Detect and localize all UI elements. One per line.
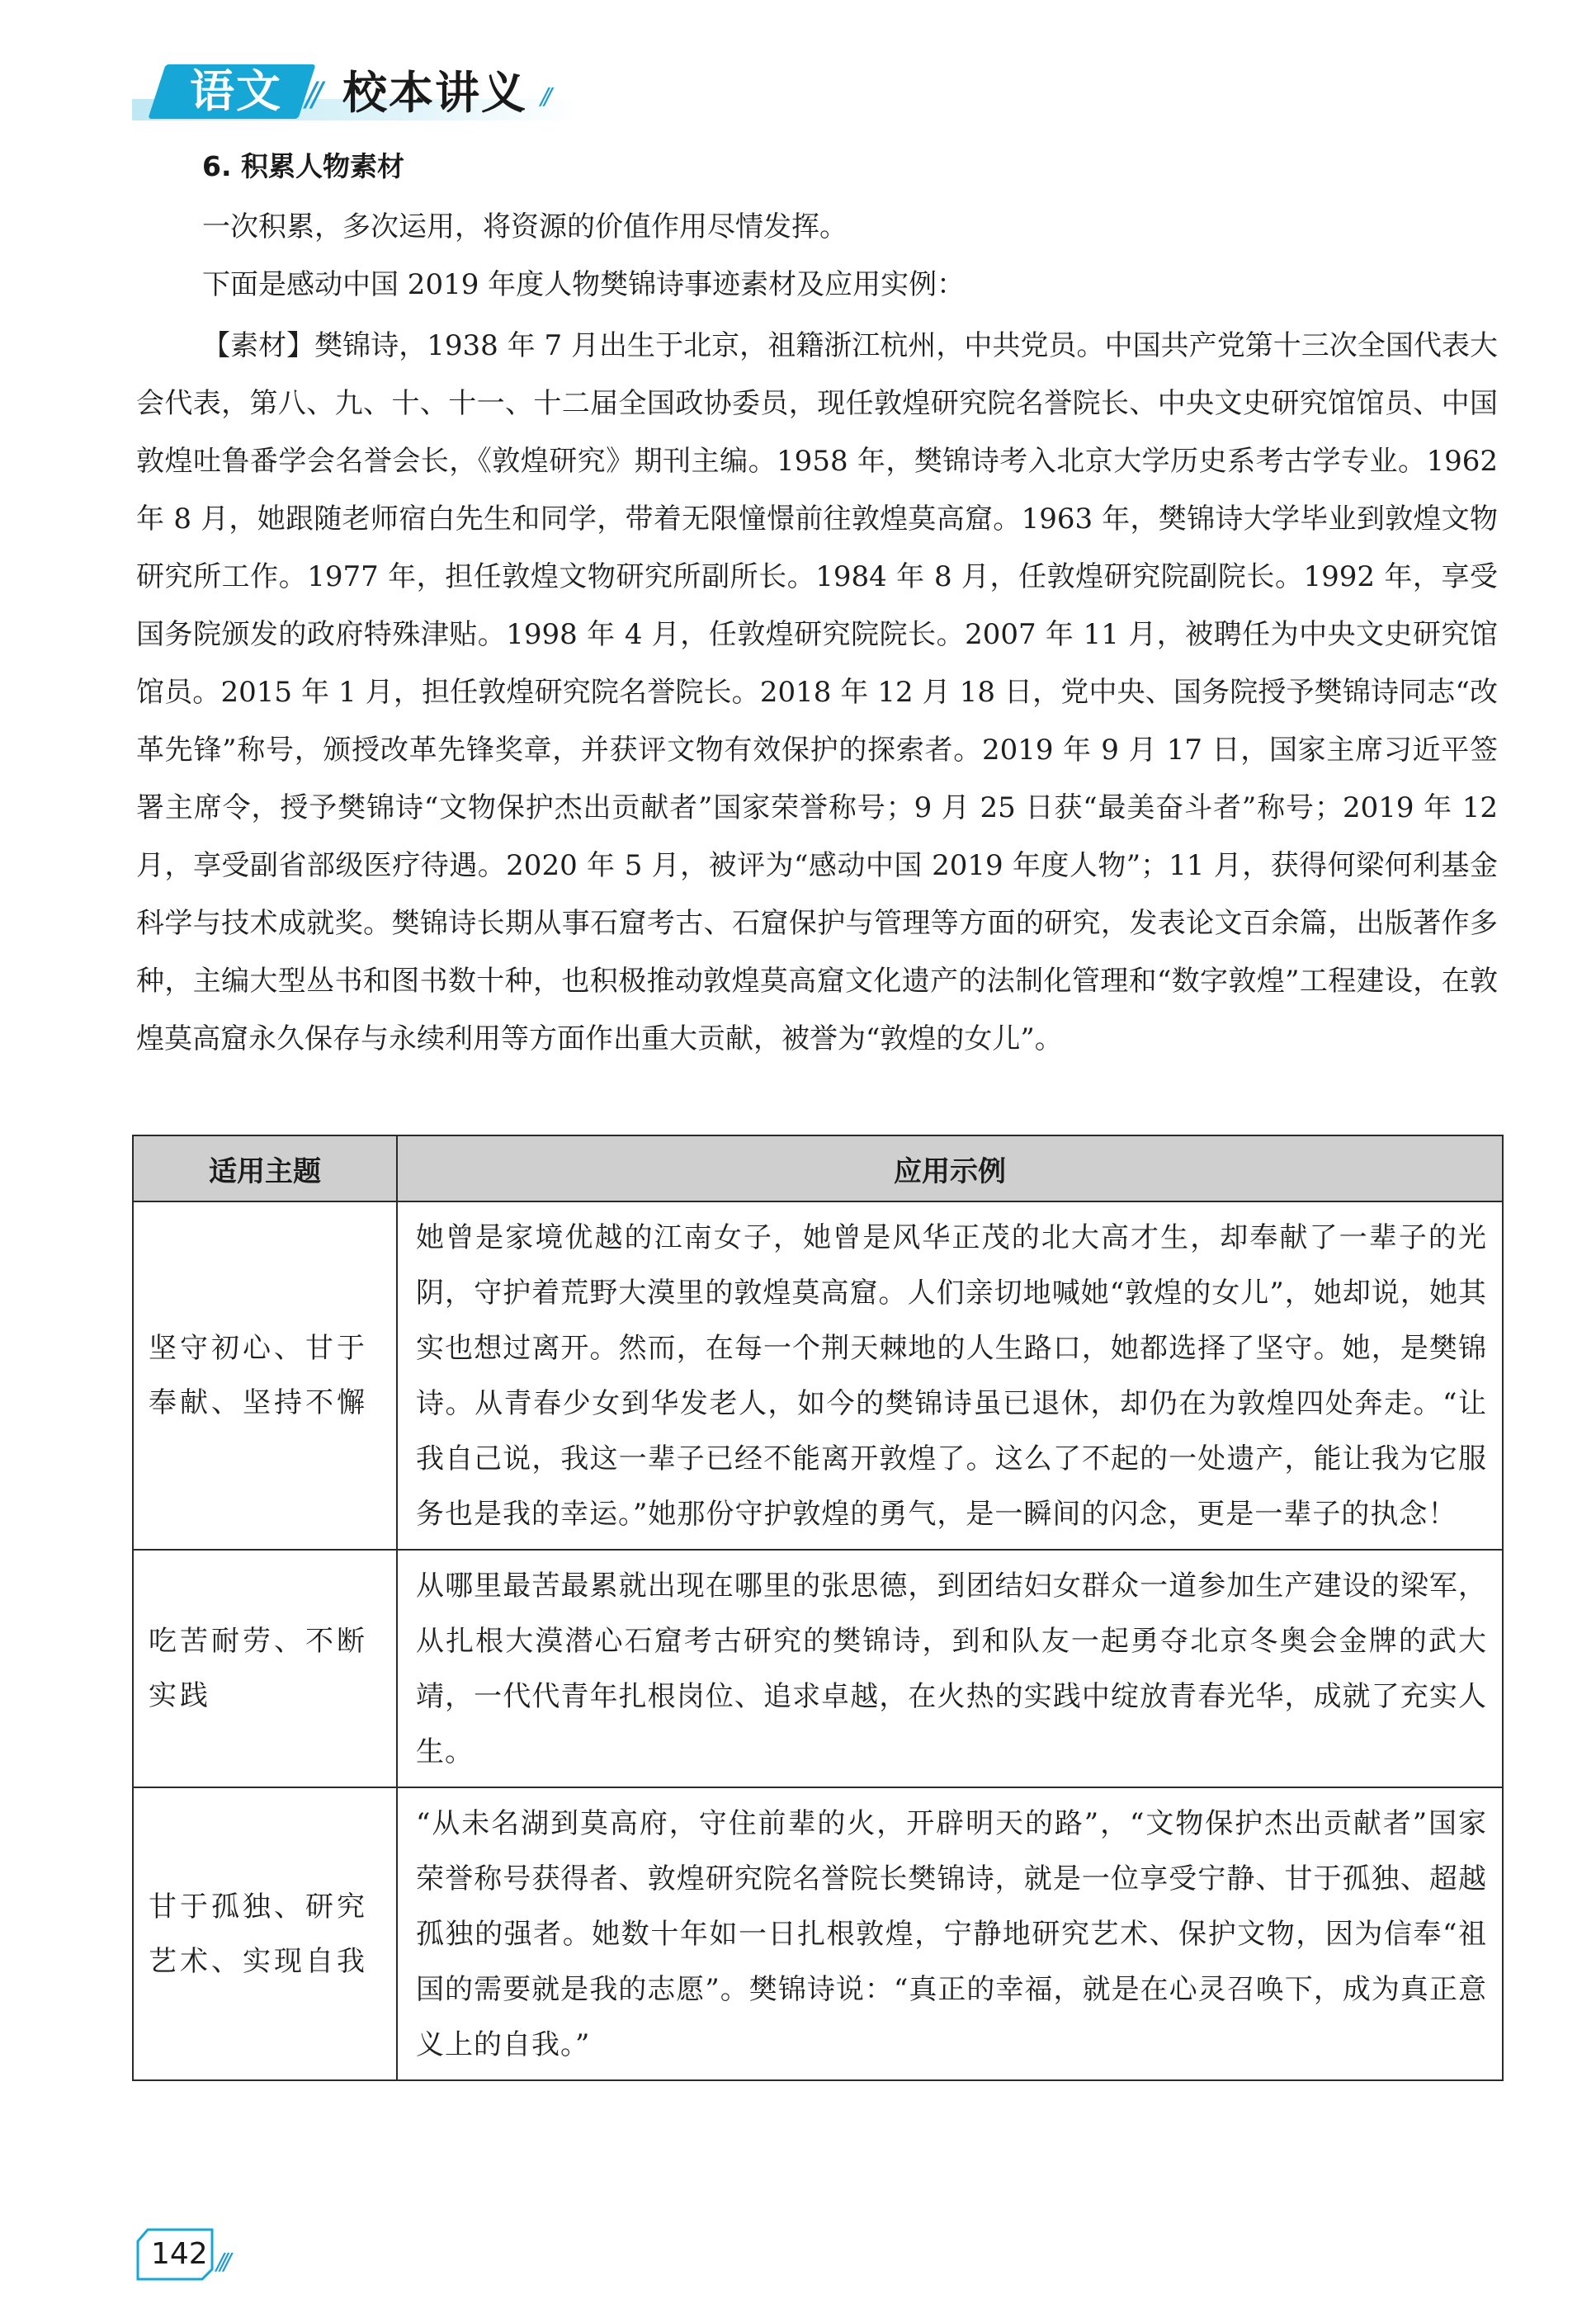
header-slash-decoration-2: // bbox=[541, 83, 548, 110]
example-cell: 从哪里最苦最累就出现在哪里的张思德，到团结妇女群众一道参加生产建设的梁军，从扎根大漠潜心石窟考古研究的樊锦诗，到和队友一起勇夺北京冬奥会金牌的武大靖，一代代青年扎根岗位、追求卓越，在火热的实践中绽放青春光华，成就了充实人生。 bbox=[397, 1550, 1503, 1787]
example-cell: 她曾是家境优越的江南女子，她曾是风华正茂的北大高才生，却奉献了一辈子的光阴，守护着荒野大漠里的敦煌莫高窟。人们亲切地喊她“敦煌的女儿”，她却说，她其实也想过离开。然而，在每一个荆天棘地的人生路口，她都选择了坚守。她，是樊锦诗。从青春少女到华发老人，如今的樊锦诗虽已退休，却仍在为敦煌四处奔走。“让我自己说，我这一辈子已经不能离开敦煌了。这么了不起的一处遗产，能让我为它服务也是我的幸运。”她那份守护敦煌的勇气，是一瞬间的闪念，更是一辈子的执念！ bbox=[397, 1201, 1503, 1550]
page-number-badge bbox=[136, 2228, 219, 2281]
topic-cell: 坚守初心、甘于奉献、坚持不懈 bbox=[133, 1201, 397, 1550]
intro-paragraph: 一次积累，多次运用，将资源的价值作用尽情发挥。 bbox=[202, 210, 848, 243]
main-content bbox=[136, 142, 1498, 1068]
section-title: 6. 积累人物素材 bbox=[202, 150, 404, 182]
lead-paragraph: 下面是感动中国 2019 年度人物樊锦诗事迹素材及应用实例： bbox=[202, 268, 966, 301]
material-tag: 【素材】 bbox=[202, 329, 315, 362]
example-cell: “从未名湖到莫高府，守住前辈的火，开辟明天的路”，“文物保护杰出贡献者”国家荣誉称号获得者、敦煌研究院名誉院长樊锦诗，就是一位享受宁静、甘于孤独、超越孤独的强者。她数十年如一日扎根敦煌，宁静地研究艺术、保护文物，因为信奉“祖国的需要就是我的志愿”。樊锦诗说：“真正的幸福，就是在心灵召唤下，成为真正意义上的自我。” bbox=[397, 1787, 1503, 2080]
subject-label: 语文 bbox=[190, 65, 282, 117]
application-table bbox=[132, 1135, 1504, 2081]
footer-slash-decoration: /// bbox=[216, 2248, 228, 2275]
header-example: 应用示例 bbox=[397, 1135, 1503, 1201]
material-text: 樊锦诗，1938 年 7 月出生于北京，祖籍浙江杭州，中共党员。中国共产党第十三次全国代表大会代表，第八、九、十、十一、十二届全国政协委员，现任敦煌研究院名誉院长、中央文史研究馆馆员、中国敦煌吐鲁番学会名誉会长，《敦煌研究》期刊主编。1958 年，樊锦诗考入北京大学历史系考古学专业。1962 年 8 月，她跟随老师宿白先生和同学，带着无限憧憬前往敦煌莫高窟。1963 年，樊锦诗大学毕业到敦煌文物研究所工作。1977 年，担任敦煌文物研究所副所长。1984 年 8 月，任敦煌研究院副院长。1992 年，享受国务院颁发的政府特殊津贴。1998 年 4 月，任敦煌研究院院长。2007 年 11 月，被聘任为中央文史研究馆馆员。2015 年 1 月，担任敦煌研究院名誉院长。2018 年 12 月 18 日，党中央、国务院授予樊锦诗同志“改革先锋”称号，颁授改革先锋奖章，并获评文物有效保护的探索者。2019 年 9 月 17 日，国家主席习近平签署主席令，授予樊锦诗“文物保护杰出贡献者”国家荣誉称号；9 月 25 日获“最美奋斗者”称号；2019 年 12 月，享受副省部级医疗待遇。2020 年 5 月，被评为“感动中国 2019 年度人物”；11 月，获得何梁何利基金科学与技术成就奖。樊锦诗长期从事石窟考古、石窟保护与管理等方面的研究，发表论文百余篇，出版著作多种，主编大型丛书和图书数十种，也积极推动敦煌莫高窟文化遗产的法制化管理和“数字敦煌”工程建设，在敦煌莫高窟永久保存与永续利用等方面作出重大贡献，被誉为“敦煌的女儿”。 bbox=[136, 329, 1498, 1055]
page-header bbox=[132, 58, 594, 132]
header-topic: 适用主题 bbox=[133, 1135, 397, 1201]
table-row bbox=[133, 1550, 1503, 1787]
header-slash-decoration: // bbox=[305, 76, 318, 114]
topic-cell: 甘于孤独、研究艺术、实现自我 bbox=[133, 1787, 397, 2080]
table-row bbox=[133, 1201, 1503, 1550]
course-title: 校本讲义 bbox=[342, 67, 527, 119]
topic-cell: 吃苦耐劳、不断实践 bbox=[133, 1550, 397, 1787]
page-number: 142 bbox=[151, 2237, 208, 2271]
table-row bbox=[133, 1787, 1503, 2080]
table-header-row bbox=[133, 1135, 1503, 1201]
material-paragraph bbox=[136, 317, 1498, 1068]
subject-badge bbox=[148, 64, 315, 119]
